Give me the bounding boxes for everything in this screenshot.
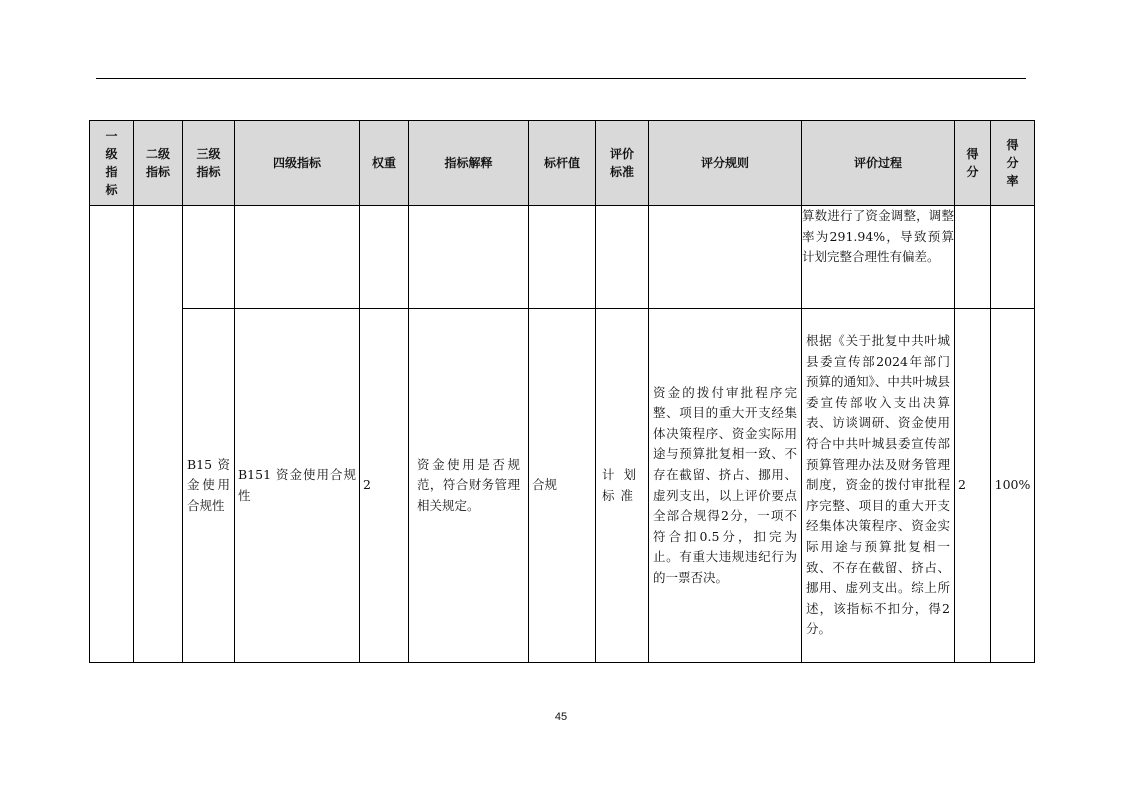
header-level2: 二级指标	[134, 121, 183, 206]
cell-level3: B15资金使用合规性	[183, 309, 235, 663]
header-rule: 评分规则	[649, 121, 802, 206]
cell-rate	[991, 206, 1035, 309]
table-row	[90, 309, 1035, 663]
cell-explain	[409, 206, 529, 309]
header-level3: 三级指标	[183, 121, 235, 206]
cell-rule	[649, 206, 802, 309]
header-benchmark: 标杆值	[529, 121, 596, 206]
cell-benchmark: 合规	[529, 309, 596, 663]
header-rule	[96, 78, 1026, 79]
cell-level1	[90, 206, 134, 663]
header-rate: 得分率	[991, 121, 1035, 206]
table-row	[90, 206, 1035, 309]
cell-level2	[134, 206, 183, 663]
header-score: 得分	[955, 121, 991, 206]
header-eval-std: 评价标准	[596, 121, 649, 206]
header-weight: 权重	[360, 121, 409, 206]
cell-rule: 资金的拨付审批程序完整、项目的重大开支经集体决策程序、资金实际用途与预算批复相一致、不存在截留、挤占、挪用、虚列支出，以上评价要点全部合规得2分，一项不符合扣0.5分，扣完为止。有重大违规违纪行为的一票否决。	[649, 309, 802, 663]
header-process: 评价过程	[802, 121, 955, 206]
cell-process: 算数进行了资金调整，调整率为291.94%，导致预算计划完整合理性有偏差。	[802, 206, 955, 309]
cell-rate: 100%	[991, 309, 1035, 663]
header-level1: 一级指标	[90, 121, 134, 206]
cell-eval-std	[596, 206, 649, 309]
cell-weight	[360, 206, 409, 309]
cell-weight: 2	[360, 309, 409, 663]
cell-score	[955, 206, 991, 309]
cell-score: 2	[955, 309, 991, 663]
cell-eval-std: 计划标准	[596, 309, 649, 663]
cell-explain: 资金使用是否规范，符合财务管理相关规定。	[409, 309, 529, 663]
header-level4: 四级指标	[235, 121, 360, 206]
header-explain: 指标解释	[409, 121, 529, 206]
cell-level3	[183, 206, 235, 309]
cell-process: 根据《关于批复中共叶城县委宣传部2024年部门预算的通知》、中共叶城县委宣传部收入支出决算表、访谈调研、资金使用符合中共叶城县委宣传部预算管理办法及财务管理制度，资金的拨付审批程序完整、项目的重大开支经集体决策程序、资金实际用途与预算批复相一致、不存在截留、挤占、挪用、虚列支出。综上所述，该指标不扣分，得2分。	[802, 309, 955, 663]
evaluation-table	[89, 120, 1035, 663]
cell-benchmark	[529, 206, 596, 309]
header-row	[90, 121, 1035, 206]
page-number: 45	[554, 711, 568, 723]
cell-level4	[235, 206, 360, 309]
cell-level4: B151 资金使用合规性	[235, 309, 360, 663]
